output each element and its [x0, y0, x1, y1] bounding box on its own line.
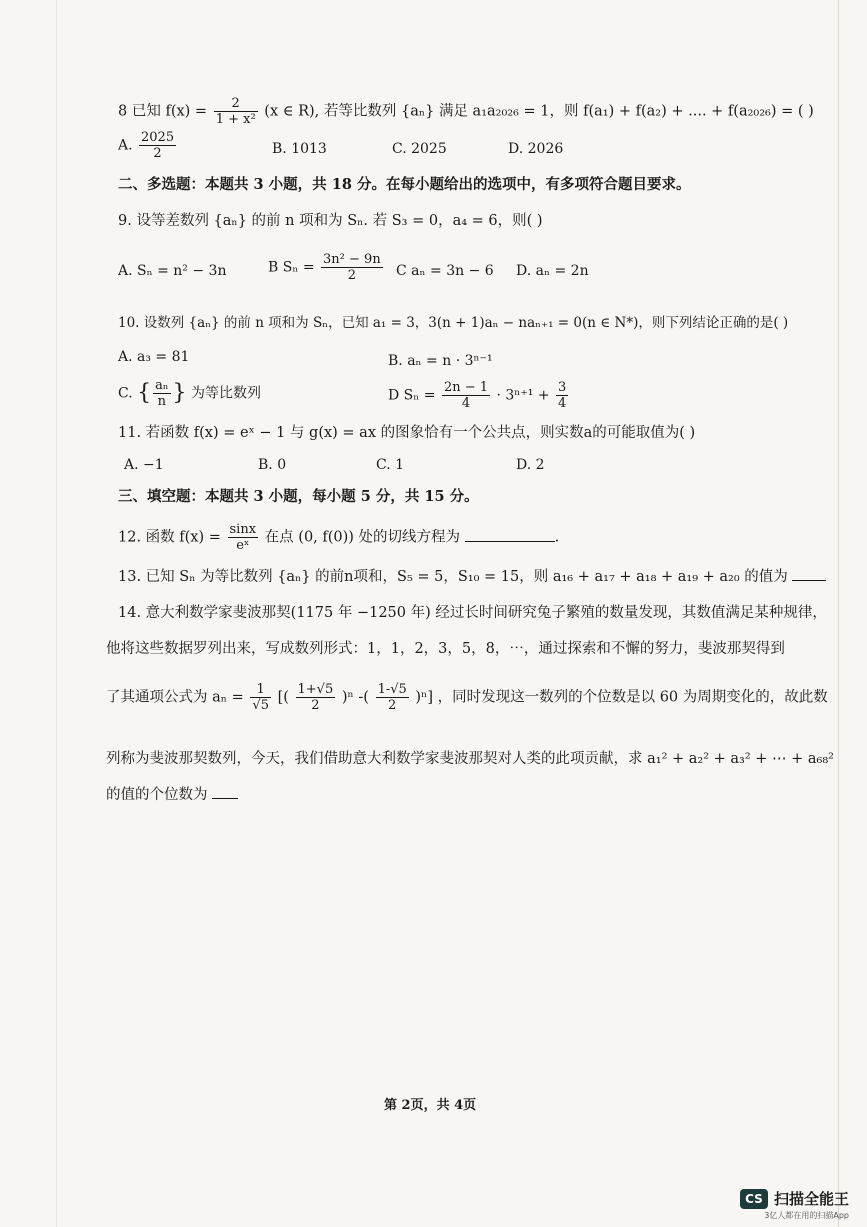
q8-frac-num: 2 — [214, 96, 258, 112]
q14-frac-3-num: 1-√5 — [377, 682, 407, 697]
q11-option-a: A. −1 — [124, 457, 164, 473]
q11-option-d: D. 2 — [516, 457, 545, 473]
q11-option-b: B. 0 — [258, 457, 287, 473]
q14-frac-2-num: 1+√5 — [297, 682, 334, 697]
answer-blank — [792, 566, 826, 581]
question-12-stem: 12. 函数 f(x) = $\frac{\sin x}{\text{eˣ}}$ 在点 (0, f(0)) 处的切线方程为 . — [118, 522, 560, 553]
q14-fraction-2 — [296, 682, 336, 713]
q8-option-a-label: A. — [118, 137, 133, 154]
q14-fraction-3 — [376, 682, 409, 713]
q10-option-d-den-1: 4 — [461, 396, 471, 411]
answer-blank — [212, 784, 238, 799]
q8-option-d: D. 2026 — [508, 141, 564, 157]
q9-option-d: D. aₙ = 2n — [516, 263, 589, 279]
question-8-stem — [118, 96, 814, 127]
question-9-stem: 9. 设等差数列 {aₙ} 的前 n 项和为 Sₙ. 若 S₃ = 0，a₄ = 6，则( ) — [118, 213, 543, 229]
q12-fraction — [228, 522, 259, 553]
question-11-stem: 11. 若函数 f(x) = eˣ − 1 与 g(x) = ax 的图象恰有一个公共点，则实数a的可能取值为( ) — [118, 425, 696, 441]
left-brace: { — [137, 380, 152, 406]
q12-frac-num: sinx — [229, 522, 257, 537]
q10-option-a: A. a₃ = 81 — [118, 349, 190, 365]
q9-option-b — [268, 252, 385, 283]
q10-option-c-label: C. — [118, 385, 133, 402]
q14-formula-mid: )ⁿ -( — [341, 689, 369, 706]
q8-frac-den: 1 + x² — [215, 112, 256, 127]
q10-option-c — [118, 378, 261, 409]
q8-option-a-den: 2 — [153, 146, 162, 161]
q10-option-b: B. aₙ = n · 3ⁿ⁻¹ — [388, 353, 493, 369]
q12-frac-den: eˣ — [236, 538, 250, 553]
q12-suffix: 在点 (0, f(0)) 处的切线方程为 — [264, 529, 461, 546]
q8-option-a — [118, 130, 178, 161]
question-14-line-3 — [106, 682, 828, 713]
q14-frac-1-num: 1 — [250, 682, 271, 698]
question-14-line-2: 他将这些数据罗列出来，写成数列形式：1，1，2，3，5，8，⋯，通过探索和不懈的努力，斐波那契得到 — [106, 641, 785, 657]
section-3-heading: 三、填空题：本题共 3 小题，每小题 5 分，共 15 分。 — [118, 488, 479, 505]
q8-function: f(x) = — [165, 103, 208, 120]
q9-option-c: C aₙ = 3n − 6 — [396, 263, 494, 279]
q8-option-c: C. 2025 — [392, 141, 447, 157]
q14-frac-1-den: √5 — [252, 698, 269, 713]
q9-option-b-prefix: B Sₙ = — [268, 259, 315, 276]
q9-option-b-fraction — [321, 252, 383, 283]
q10-option-d — [388, 380, 570, 411]
question-14-line-4: 列称为斐波那契数列，今天，我们借助意大利数学家斐波那契对人类的此项贡献，求 a₁² + a₂² + a₃² + ⋯ + a₆₈² — [106, 751, 834, 767]
q14-frac-3-den: 2 — [388, 698, 397, 713]
q8-stem-prefix: 8 已知 — [118, 103, 161, 120]
page-edge-shadow — [838, 0, 839, 1227]
q14-formula-prefix: 了其通项公式为 aₙ = — [106, 689, 244, 706]
q10-option-d-prefix: D Sₙ = — [388, 387, 436, 404]
page-edge-shadow-left — [56, 0, 57, 1227]
q10-option-c-text: 为等比数列 — [190, 385, 261, 402]
question-14-line-1: 14. 意大利数学家斐波那契(1175 年 −1250 年) 经过长时间研究兔子繁殖的数量发现，其数值满足某种规律， — [118, 605, 827, 621]
q14-fraction-1 — [250, 682, 271, 713]
q13-text: 13. 已知 Sₙ 为等比数列 {aₙ} 的前n项和，S₅ = 5，S₁₀ = 15，则 a₁₆ + a₁₇ + a₁₈ + a₁₉ + a₂₀ 的值为 — [118, 569, 788, 585]
q14-line-3-suffix: ，同时发现这一数列的个位数是以 60 为周期变化的，故此数 — [437, 689, 828, 706]
q10-option-d-mid: · 3ⁿ⁺¹ + — [496, 387, 550, 404]
q8-stem-suffix: (x ∈ R), 若等比数列 {aₙ} 满足 a₁a₂₀₂₆ = 1，则 f(a₁) + f(a₂) + .... + f(a₂₀₂₆) = ( ) — [264, 103, 814, 120]
q11-option-c: C. 1 — [376, 457, 405, 473]
right-brace: } — [172, 380, 187, 406]
q10-option-d-fraction-2 — [556, 380, 568, 411]
q8-option-b: B. 1013 — [272, 141, 327, 157]
q10-option-d-fraction-1 — [442, 380, 490, 411]
question-14-line-5 — [106, 784, 238, 804]
q8-fraction — [214, 96, 258, 127]
q14-line-5-text: 的值的个位数为 — [106, 787, 208, 803]
q10-option-d-num-2: 3 — [558, 380, 567, 395]
q14-bracket-open: [( — [277, 689, 289, 706]
question-10-stem: 10. 设数列 {aₙ} 的前 n 项和为 Sₙ，已知 a₁ = 3，3(n + 1)aₙ − naₙ₊₁ = 0(n ∈ N*)，则下列结论正确的是( ) — [118, 315, 789, 331]
section-2-heading: 二、多选题：本题共 3 小题，共 18 分。在每小题给出的选项中，有多项符合题目要求。 — [118, 176, 691, 193]
q10-option-c-fraction — [153, 378, 170, 409]
q8-option-a-num: 2025 — [141, 130, 175, 145]
camscanner-logo-icon: CS — [740, 1189, 768, 1209]
scanner-watermark — [740, 1188, 849, 1220]
q9-option-b-num: 3n² − 9n — [323, 252, 381, 267]
q9-option-a: A. Sₙ = n² − 3n — [118, 263, 227, 279]
question-13-stem — [118, 566, 826, 586]
q14-frac-2-den: 2 — [311, 698, 320, 713]
answer-blank — [465, 527, 555, 542]
q9-option-b-den: 2 — [347, 268, 356, 283]
q8-option-a-fraction — [139, 130, 176, 161]
q12-prefix: 12. 函数 f(x) = — [118, 529, 221, 546]
q10-option-c-den: n — [157, 394, 166, 409]
q14-bracket-close: )ⁿ] — [415, 689, 433, 706]
scanner-app-tagline: 3亿人都在用的扫描App — [764, 1211, 849, 1220]
scanner-app-name: 扫描全能王 — [773, 1190, 849, 1208]
q10-option-d-num-1: 2n − 1 — [443, 380, 489, 395]
page-footer: 第 2页，共 4页 — [384, 1098, 477, 1113]
q10-option-c-num: aₙ — [155, 378, 169, 393]
q10-option-d-den-2: 4 — [558, 396, 567, 411]
